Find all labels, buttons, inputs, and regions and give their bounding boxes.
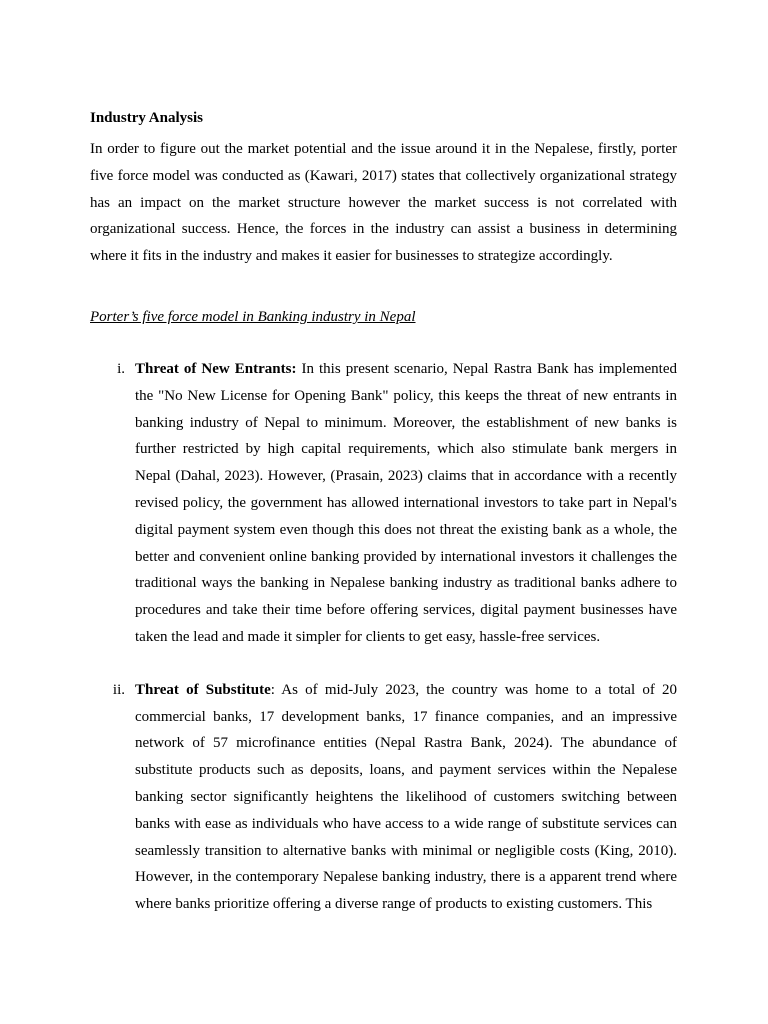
- document-page: [90, 108, 677, 918]
- intro-paragraph: In order to figure out the market potential and the issue around it in the Nepalese, firstly, porter five force model was conducted as (Kawari, 2017) states that collectively organizational strategy has an impact on the market structure however the market success is not correlated with organizational success. Hence, the forces in the industry can assist a business in determining where it fits in the industry and makes it easier for businesses to strategize accordingly.: [90, 141, 677, 265]
- term-label: Threat of New Entrants:: [135, 360, 297, 377]
- item-text: In this present scenario, Nepal Rastra Bank has implemented the "No New License for Opening Bank" policy, this keeps the threat of new entrants in banking industry of Nepal to minimum. Moreover, the establishment of new banks is further restricted by high capital requirements, which also stimulate bank mergers in Nepal (Dahal, 2023). However, (Prasain, 2023) claims that in accordance with a recently revised policy, the government has allowed international investors to take part in Nepal's digital payment system even though this does not threat the existing bank as a whole, the better and convenient online banking provided by international investors it challenges the traditional ways the banking in Nepalese banking industry as traditional banks adhere to procedures and take their time before offering services, digital payment businesses have taken the lead and made it simpler for clients to get easy, hassle-free services.: [135, 360, 677, 645]
- list-item-new-entrants: [90, 356, 677, 651]
- list-item-substitute: [90, 677, 677, 918]
- section-title: Industry Analysis: [90, 110, 203, 126]
- five-forces-list: [90, 356, 677, 918]
- term-label: Threat of Substitute: [135, 681, 271, 698]
- subsection-title: Porter’s five force model in Banking industry in Nepal: [90, 308, 416, 325]
- list-marker: ii.: [112, 681, 125, 698]
- list-marker: i.: [117, 360, 125, 377]
- item-text: : As of mid-July 2023, the country was home to a total of 20 commercial banks, 17 development banks, 17 finance companies, and an impressive network of 57 microfinance entities (Nepal Rastra Bank, 2024). The abundance of substitute products such as deposits, loans, and payment services within the Nepalese banking sector significantly heightens the likelihood of customers switching between banks with ease as individuals who have access to a wide range of substitute services can seamlessly transition to alternative banks with minimal or negligible costs (King, 2010). However, in the contemporary Nepalese banking industry, there is a apparent trend where where banks prioritize offering a diverse range of products to existing customers. This: [135, 681, 677, 913]
